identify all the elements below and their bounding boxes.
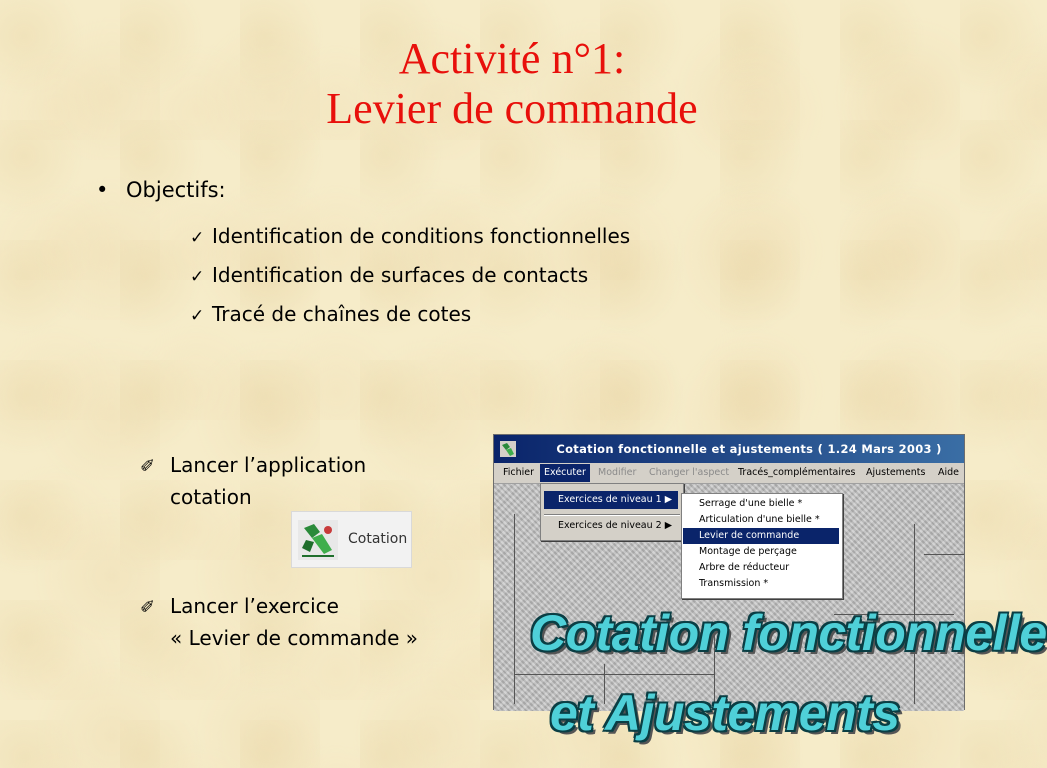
- menu-item-label: Exercices de niveau 1: [558, 494, 662, 505]
- menu-bar: [494, 463, 964, 484]
- menu-ajustements[interactable]: Ajustements: [866, 467, 926, 478]
- pen-icon: ✐: [140, 597, 156, 618]
- cotation-button-label: Cotation: [348, 531, 408, 547]
- drawing-line: [514, 514, 515, 704]
- exercices-niveau-1-submenu: [681, 493, 843, 599]
- background-title-line2: et Ajustements: [550, 685, 900, 741]
- objective-text: Identification de conditions fonctionnelles: [212, 224, 631, 248]
- slide-title-line2: Levier de commande: [326, 84, 698, 133]
- check-icon: ✓: [190, 228, 205, 248]
- instruction-line2: « Levier de commande »: [170, 626, 419, 650]
- instruction-line2: cotation: [170, 485, 252, 509]
- submenu-item-articulation-bielle[interactable]: Articulation d'une bielle *: [699, 514, 820, 525]
- menu-modifier[interactable]: Modifier: [598, 467, 637, 478]
- window-titlebar: [494, 435, 964, 463]
- slide-title-line1: Activité n°1:: [398, 34, 626, 83]
- menu-executer[interactable]: Exécuter: [540, 464, 590, 482]
- objective-item: [190, 296, 630, 335]
- submenu-item-transmission[interactable]: Transmission *: [699, 578, 769, 589]
- launch-exercise-instruction: [140, 590, 419, 654]
- menu-fichier[interactable]: Fichier: [503, 467, 535, 478]
- cotation-app-icon: [298, 520, 338, 560]
- background-title-line1: Cotation fonctionnelle: [530, 605, 1047, 661]
- objectives-list: [190, 218, 630, 335]
- pen-icon: ✐: [140, 456, 156, 477]
- submenu-arrow-icon: ▶: [664, 494, 672, 505]
- bullet-icon: •: [96, 178, 109, 202]
- slide-title: [0, 34, 1024, 134]
- submenu-arrow-icon: ▶: [664, 520, 672, 531]
- menu-separator: [544, 514, 680, 516]
- application-screenshot: [493, 434, 1047, 741]
- executer-dropdown: [540, 483, 684, 541]
- objectives-heading: [96, 178, 226, 202]
- cotation-launch-button[interactable]: [291, 511, 412, 568]
- objective-item: [190, 218, 630, 257]
- objective-text: Tracé de chaînes de cotes: [212, 302, 472, 326]
- submenu-item-arbre-reducteur[interactable]: Arbre de réducteur: [699, 562, 790, 573]
- submenu-item-montage-percage[interactable]: Montage de perçage: [699, 546, 797, 557]
- objective-item: [190, 257, 630, 296]
- menu-changer-aspect[interactable]: Changer l'aspect: [649, 467, 730, 478]
- drawing-line: [924, 554, 964, 555]
- submenu-item-serrage-bielle[interactable]: Serrage d'une bielle *: [699, 498, 803, 509]
- menu-traces-complementaires[interactable]: Tracés_complémentaires: [738, 467, 856, 478]
- menu-item-exercices-niveau-1[interactable]: [544, 491, 678, 509]
- instruction-line1: Lancer l’application: [170, 453, 367, 477]
- launch-application-instruction: [140, 449, 367, 513]
- check-icon: ✓: [190, 267, 205, 287]
- objective-text: Identification de surfaces de contacts: [212, 263, 589, 287]
- objectives-label: Objectifs:: [126, 178, 226, 202]
- submenu-item-levier-commande[interactable]: Levier de commande: [683, 528, 839, 544]
- menu-aide[interactable]: Aide: [938, 467, 960, 478]
- menu-item-exercices-niveau-2[interactable]: [544, 517, 678, 535]
- window-title: Cotation fonctionnelle et ajustements ( 1.24 Mars 2003 ): [556, 442, 942, 456]
- check-icon: ✓: [190, 306, 205, 326]
- drawing-line: [514, 674, 714, 675]
- instruction-line1: Lancer l’exercice: [170, 594, 339, 618]
- menu-item-label: Exercices de niveau 2: [558, 520, 662, 531]
